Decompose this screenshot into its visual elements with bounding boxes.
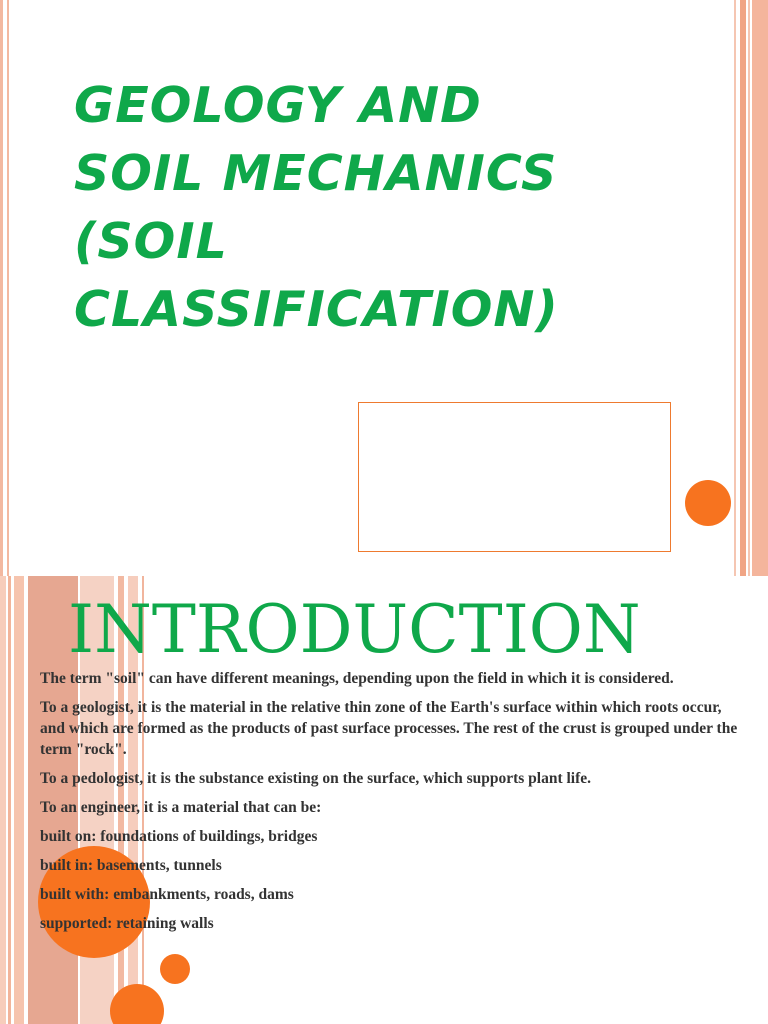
left-decor-stripe bbox=[0, 576, 6, 1024]
right-decor-stripe bbox=[734, 0, 736, 576]
author-info-box bbox=[358, 402, 671, 552]
body-paragraph: To an engineer, it is a material that can be: bbox=[40, 799, 322, 816]
decor-circle bbox=[685, 480, 731, 526]
list-item: supported: retaining walls bbox=[40, 915, 214, 932]
list-item: built on: foundations of buildings, bridges bbox=[40, 828, 318, 845]
slide-title-line: SOIL MECHANICS bbox=[74, 145, 558, 202]
introduction-slide bbox=[0, 576, 768, 1024]
author-course: B.TECH (CE) bbox=[445, 449, 584, 471]
slide-title-line: CLASSIFICATION) bbox=[74, 281, 559, 338]
list-item: built with: embankments, roads, dams bbox=[40, 886, 294, 903]
slide-title-line: GEOLOGY AND bbox=[74, 77, 482, 134]
right-decor-stripe bbox=[752, 0, 768, 576]
body-paragraph: To a geologist, it is the material in the relative thin zone of the Earth's surface within which roots occur, and which are formed as the products of past surface processes. The rest of the crust is grouped under the term "rock". bbox=[40, 699, 738, 758]
author-semester: 3RD SEM bbox=[463, 479, 566, 501]
author-name: NEELIKSHA NEGI bbox=[416, 419, 613, 441]
decor-circle bbox=[110, 984, 164, 1024]
author-info-text bbox=[359, 415, 670, 535]
decor-circle bbox=[160, 954, 190, 984]
left-decor-stripe bbox=[7, 0, 9, 576]
slide-body bbox=[40, 668, 740, 942]
author-roll-number: 2016/070 bbox=[464, 509, 565, 531]
list-item: built in: basements, tunnels bbox=[40, 857, 222, 874]
right-decor-stripe bbox=[740, 0, 746, 576]
slide-heading: INTRODUCTION bbox=[68, 591, 641, 668]
slide-title bbox=[74, 72, 714, 344]
left-decor-stripe bbox=[8, 576, 11, 1024]
body-paragraph: The term "soil" can have different meanings, depending upon the field in which it is considered. bbox=[40, 670, 674, 687]
left-decor-stripe bbox=[14, 576, 24, 1024]
body-paragraph: To a pedologist, it is the substance existing on the surface, which supports plant life. bbox=[40, 770, 592, 787]
left-decor-stripe bbox=[0, 0, 3, 576]
right-decor-stripe bbox=[748, 0, 750, 576]
slide-title-line: (SOIL bbox=[74, 213, 228, 270]
